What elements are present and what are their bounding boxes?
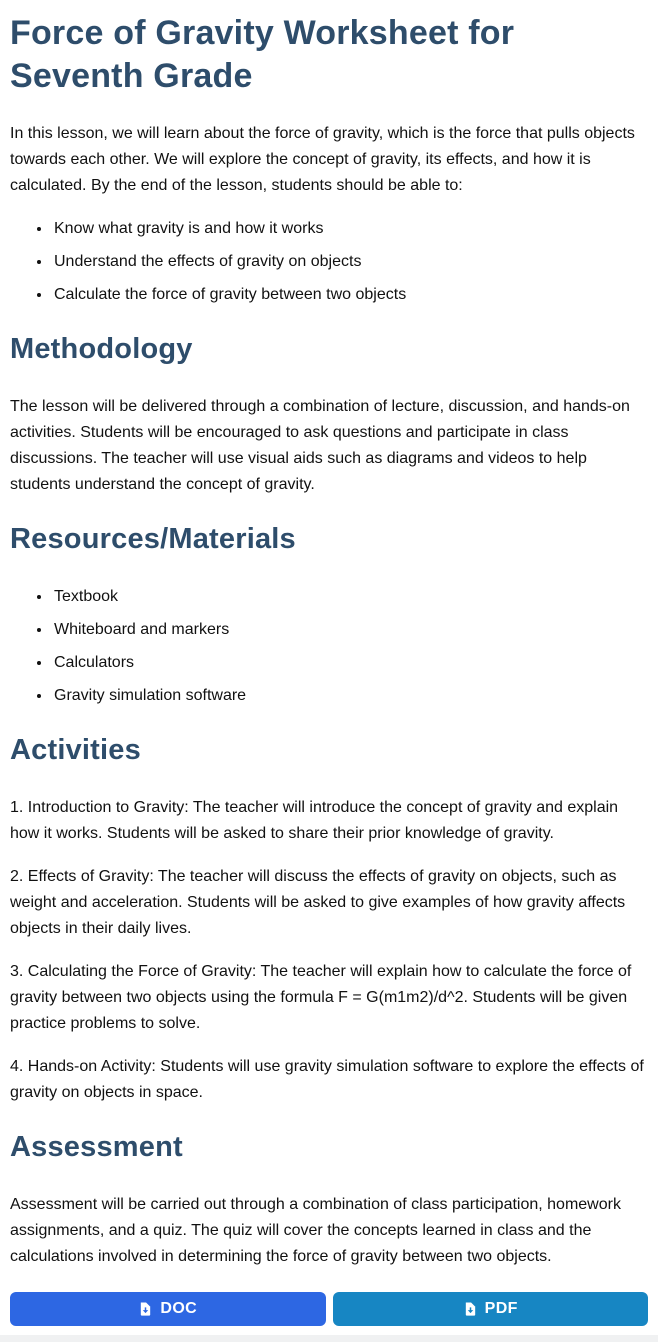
list-item: • Calculators xyxy=(52,650,648,676)
footer-divider xyxy=(0,1335,658,1342)
download-buttons-row xyxy=(10,1292,648,1326)
download-pdf-button[interactable] xyxy=(333,1292,649,1326)
list-item: • Textbook xyxy=(52,584,648,610)
methodology-heading: Methodology xyxy=(10,333,193,365)
download-pdf-label: PDF xyxy=(484,1299,518,1317)
assessment-paragraph: Assessment will be carried out through a combination of class participation, homework assignments, and a quiz. The quiz will cover the concepts learned in class and the calculations involved in determining the force of gravity between two objects. xyxy=(10,1195,621,1265)
activity-paragraph: 2. Effects of Gravity: The teacher will discuss the effects of gravity on objects, such as weight and acceleration. Students will be asked to give examples of how gravity affects objects in their daily lives. xyxy=(10,867,626,937)
intro-paragraph: In this lesson, we will learn about the force of gravity, which is the force that pulls objects towards each other. We will explore the concept of gravity, its effects, and how it is calculated. By the end of the lesson, students should be able to: xyxy=(10,125,635,194)
list-item: • Gravity simulation software xyxy=(52,683,648,709)
activity-paragraph: 3. Calculating the Force of Gravity: The teacher will explain how to calculate the force of gravity between two objects using the formula F = G(m1m2)/d^2. Students will be given practice problems to solve. xyxy=(10,962,632,1032)
resources-heading: Resources/Materials xyxy=(10,522,296,555)
download-doc-label: DOC xyxy=(160,1299,198,1317)
list-item: • Know what gravity is and how it works xyxy=(52,216,648,242)
list-item: • Whiteboard and markers xyxy=(52,617,648,643)
methodology-paragraph: The lesson will be delivered through a combination of lecture, discussion, and hands-on activities. Students will be encouraged to ask questions and participate in class discussions. The teacher will use visual aids such as diagrams and videos to help students understand the concept of gravity. xyxy=(10,397,630,493)
list-item: • Understand the effects of gravity on objects xyxy=(52,249,648,275)
assessment-heading: Assessment xyxy=(10,1130,183,1163)
page-title: Force of Gravity Worksheet for Seventh Grade xyxy=(10,14,515,95)
activity-paragraph: 4. Hands-on Activity: Students will use gravity simulation software to explore the effects of gravity on objects in space. xyxy=(10,1057,644,1101)
resources-list xyxy=(10,584,648,709)
activity-paragraph: 1. Introduction to Gravity: The teacher will introduce the concept of gravity and explain how it works. Students will be asked to share their prior knowledge of gravity. xyxy=(10,798,619,842)
file-download-icon xyxy=(463,1301,478,1317)
objectives-list xyxy=(10,216,648,308)
file-download-icon xyxy=(138,1301,153,1317)
download-doc-button[interactable] xyxy=(10,1292,326,1326)
list-item: • Calculate the force of gravity between two objects xyxy=(52,282,648,308)
activities-heading: Activities xyxy=(10,733,141,766)
